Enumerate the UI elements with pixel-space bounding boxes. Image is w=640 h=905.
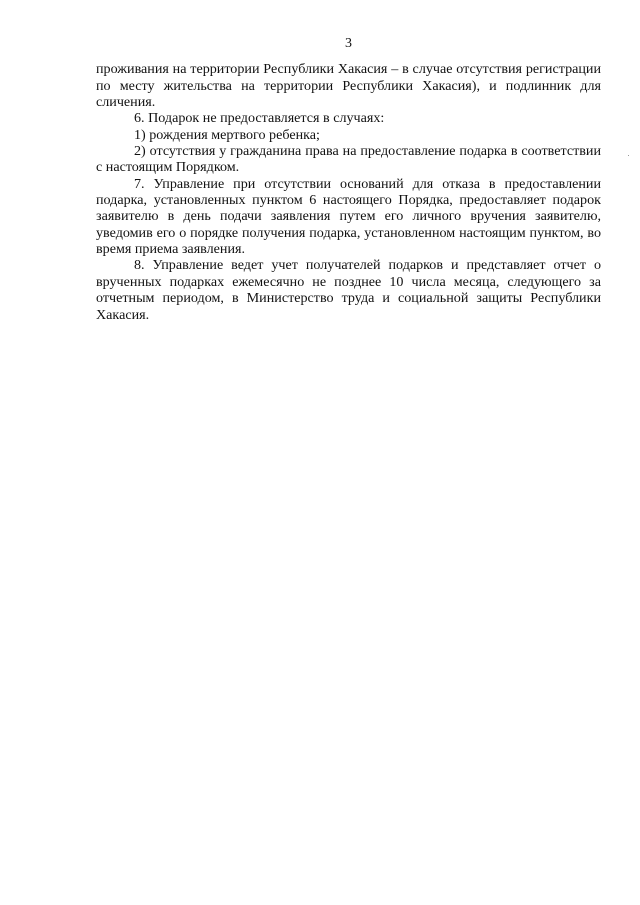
paragraph-subitem-1: 1) рождения мертвого ребенка; xyxy=(134,126,320,143)
paragraph-continuation: проживания на территории Республики Хакасия – в случае отсутствия регистрации по месту жительства на территории Республики Хакасия), и подлинник для сличения. xyxy=(96,61,601,111)
paragraph-item-6: 6. Подарок не предоставляется в случаях: xyxy=(134,110,385,127)
scan-speck xyxy=(628,155,629,156)
page-number: 3 xyxy=(345,36,352,51)
paragraph-subitem-2: 2) отсутствия у гражданина права на предоставление подарка в соответствии с настоящим Порядком. xyxy=(96,143,601,176)
document-page xyxy=(96,36,601,323)
paragraph-item-7: 7. Управление при отсутствии оснований для отказа в предоставлении подарка, установленных пунктом 6 настоящего Порядка, предоставляет подарок заявителю в день подачи заявления путем его личного вручения заявителю, уведомив его о порядке получения подарка, установленном настоящим пунктом, во время приема заявления. xyxy=(96,175,601,258)
paragraph-item-8: 8. Управление ведет учет получателей подарков и представляет отчет о врученных подарках ежемесячно не позднее 10 числа месяца, следующего за отчетным периодом, в Министерство труда и социальной защиты Республики Хакасия. xyxy=(96,257,601,323)
